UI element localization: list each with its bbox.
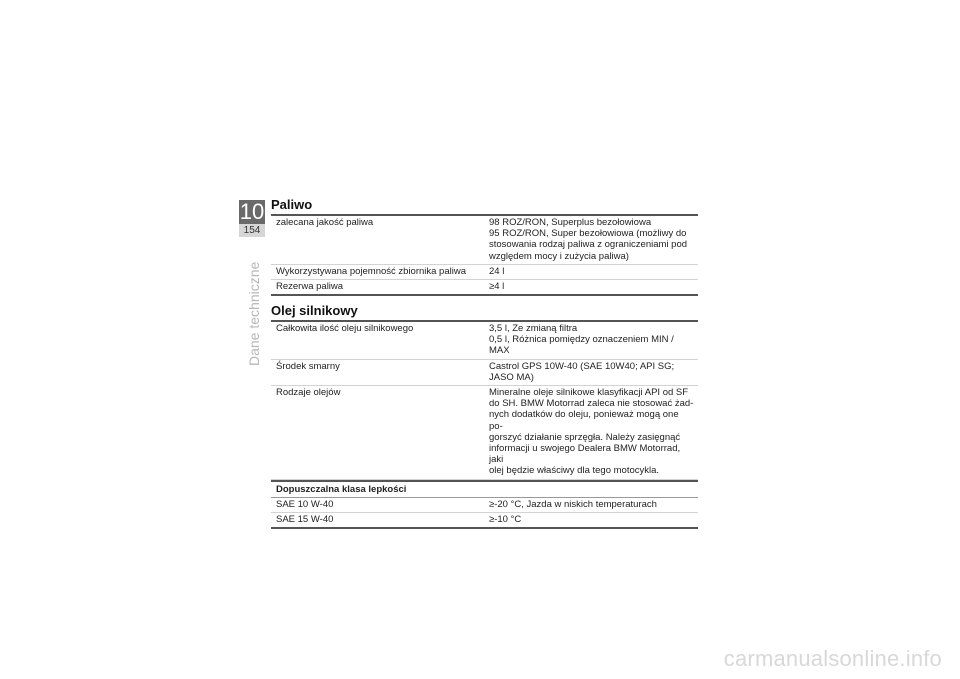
row-value: 98 ROZ/RON, Superplus bezołowiowa 95 ROZ/RON, Super bezołowiowa (możliwy do stosowania rodzaj paliwa z ograniczeniami pod względem mocy i zużycia paliwa): [489, 217, 688, 262]
chapter-side-title: Dane techniczne: [246, 261, 262, 366]
table-row: [271, 265, 698, 280]
table-row: [271, 386, 698, 480]
oil-table: [271, 320, 698, 529]
row-label: SAE 10 W-40: [276, 498, 334, 510]
page-number: 154: [239, 224, 265, 237]
row-label: Rezerwa paliwa: [276, 281, 344, 293]
row-label: Wykorzystywana pojemność zbiornika paliwa: [276, 265, 466, 277]
row-value: ≥4 l: [489, 281, 505, 293]
oil-section-title: Olej silnikowy: [271, 303, 358, 318]
row-value: ≥-20 °C, Jazda w niskich temperaturach: [489, 498, 657, 510]
chapter-number: 10: [239, 199, 265, 224]
table-row: [271, 320, 698, 360]
watermark: carmanualsonline.info: [723, 646, 942, 671]
fuel-section-title: Paliwo: [271, 197, 313, 212]
table-row: [271, 498, 698, 513]
row-value: ≥-10 °C: [489, 514, 522, 526]
row-value: Castrol GPS 10W-40 (SAE 10W40; API SG; JASO MA): [489, 360, 675, 383]
row-value: Mineralne oleje silnikowe klasyfikacji API od SF do SH. BMW Motorrad zaleca nie stosować żad- nych dodatków do oleju, ponieważ mogą one po- gorszyć działanie sprzęgła. Należy zasięgnąć informacji u swojego Dealera BMW Motorrad, jaki olej będzie właściwy dla tego motocykla.: [489, 387, 694, 477]
row-label: Środek smarny: [276, 360, 340, 372]
viscosity-subheading: Dopuszczalna klasa lepkości: [271, 480, 698, 498]
table-row: [271, 280, 698, 296]
row-label: zalecana jakość paliwa: [276, 217, 374, 228]
row-value: 3,5 l, Ze zmianą filtra 0,5 l, Różnica pomiędzy oznaczeniem MIN / MAX: [489, 323, 674, 357]
row-value: 24 l: [489, 265, 505, 277]
row-label: Rodzaje olejów: [276, 387, 341, 399]
table-row: [271, 214, 698, 265]
fuel-table: [271, 214, 698, 296]
table-row: [271, 513, 698, 529]
row-label: Całkowita ilość oleju silnikowego: [276, 323, 414, 334]
row-label: SAE 15 W-40: [276, 514, 334, 526]
table-row: [271, 360, 698, 386]
